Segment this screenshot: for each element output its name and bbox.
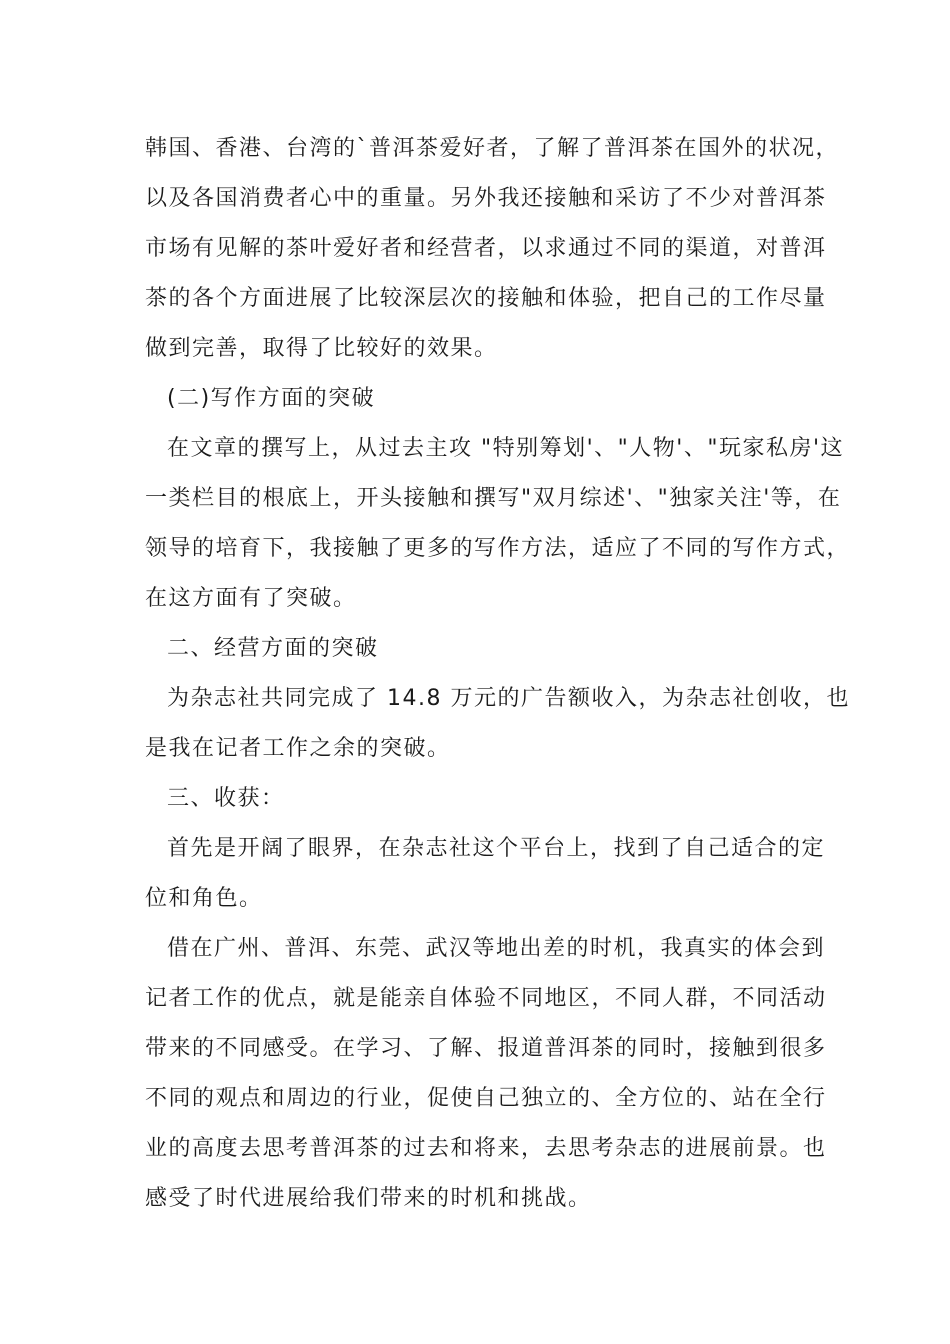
- body-line: 带来的不同感受。在学习、了解、报道普洱茶的同时，接触到很多: [145, 1036, 827, 1061]
- body-line: 一类栏目的根底上，开头接触和撰写"双月综述'、"独家关注'等，在: [145, 486, 842, 511]
- body-line: 在文章的撰写上，从过去主攻 "特别筹划'、"人物'、"玩家私房'这: [167, 436, 844, 461]
- body-line: 茶的各个方面进展了比较深层次的接触和体验，把自己的工作尽量: [145, 286, 827, 311]
- body-line: 领导的培育下，我接触了更多的写作方法，适应了不同的写作方式，: [145, 536, 851, 561]
- section-heading: (二)写作方面的突破: [167, 386, 376, 411]
- body-line: 借在广州、普洱、东莞、武汉等地出差的时机，我真实的体会到: [167, 936, 826, 961]
- document-body: [145, 124, 851, 1224]
- body-line: 位和角色。: [145, 886, 263, 911]
- body-line: 做到完善，取得了比较好的效果。: [145, 336, 498, 361]
- body-line: 韩国、香港、台湾的`普洱茶爱好者，了解了普洱茶在国外的状况，: [145, 136, 840, 161]
- body-line: 记者工作的优点，就是能亲自体验不同地区，不同人群，不同活动: [145, 986, 827, 1011]
- body-line: 不同的观点和周边的行业，促使自己独立的、全方位的、站在全行: [145, 1086, 827, 1111]
- body-line: 是我在记者工作之余的突破。: [145, 736, 451, 761]
- body-line: 感受了时代进展给我们带来的时机和挑战。: [145, 1186, 592, 1211]
- body-line: 市场有见解的茶叶爱好者和经营者，以求通过不同的渠道，对普洱: [145, 236, 827, 261]
- body-line: 以及各国消费者心中的重量。另外我还接触和采访了不少对普洱茶: [145, 186, 827, 211]
- body-line: 业的高度去思考普洱茶的过去和将来，去思考杂志的进展前景。也: [145, 1136, 827, 1161]
- body-line: 首先是开阔了眼界，在杂志社这个平台上，找到了自己适合的定: [167, 836, 826, 861]
- section-heading: 二、经营方面的突破: [167, 636, 379, 661]
- body-line: 为杂志社共同完成了 14.8 万元的广告额收入，为杂志社创收，也: [167, 686, 850, 711]
- section-heading: 三、收获：: [167, 786, 285, 811]
- body-line: 在这方面有了突破。: [145, 586, 357, 611]
